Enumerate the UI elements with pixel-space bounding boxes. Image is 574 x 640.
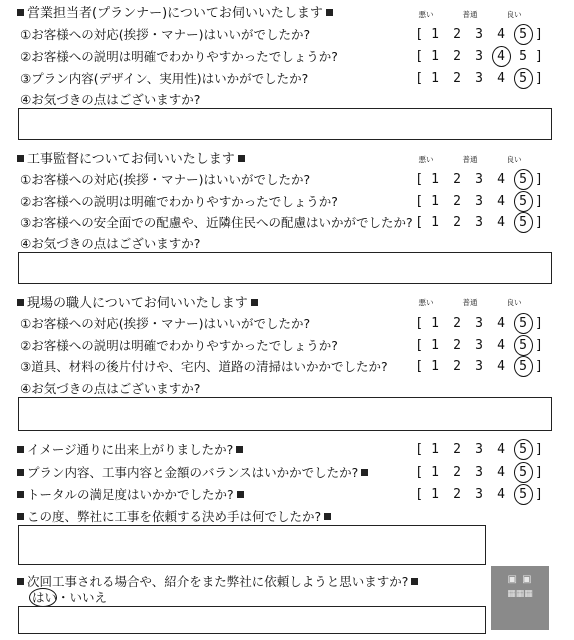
rating-option-3[interactable]: 3 (475, 465, 483, 480)
scale-open-bracket: [ (415, 172, 423, 187)
rating-option-5[interactable]: 5 (512, 172, 534, 188)
rating-option-1[interactable]: 1 (431, 194, 439, 209)
s2-question-4: ④お気づきの点はございますか? (20, 236, 201, 251)
square-bullet-icon (17, 513, 24, 520)
s3-rating-2[interactable] (414, 338, 544, 354)
general-question-4: この度、弊社に工事を依頼する決め手は何でしたか? (27, 509, 322, 524)
rating-option-2[interactable]: 2 (453, 27, 461, 42)
rating-option-4[interactable]: 4 (497, 71, 505, 86)
square-bullet-icon (17, 469, 24, 476)
scale-close-bracket: ] (535, 359, 543, 374)
general-question-2-row (14, 465, 371, 481)
section2-title: 工事監督についてお伺いいたします (27, 152, 235, 167)
general-question-5-row (14, 574, 421, 590)
rating-option-1[interactable]: 1 (431, 487, 439, 502)
choice-yes[interactable]: はい (32, 590, 58, 605)
general-question-1-row (14, 442, 246, 458)
square-bullet-icon (326, 9, 333, 16)
scale-close-bracket: ] (535, 194, 543, 209)
referral-comment-box[interactable] (18, 606, 486, 634)
rating-option-5[interactable]: 5 (519, 49, 527, 64)
scale-close-bracket: ] (535, 442, 543, 457)
rating-option-5[interactable]: 5 (512, 316, 534, 332)
rating-option-5[interactable]: 5 (512, 487, 534, 503)
rating-option-4[interactable]: 4 (497, 172, 505, 187)
rating-option-2[interactable]: 2 (453, 71, 461, 86)
rating-option-3[interactable]: 3 (475, 27, 483, 42)
rating-option-4[interactable]: 4 (497, 465, 505, 480)
rating-option-4[interactable]: 4 (497, 338, 505, 353)
scale-open-bracket: [ (415, 49, 423, 64)
legend-bad: 悪い (418, 298, 434, 307)
s3-rating-1[interactable] (414, 316, 544, 332)
scale-open-bracket: [ (415, 338, 423, 353)
rating-option-1[interactable]: 1 (431, 27, 439, 42)
rating-option-2[interactable]: 2 (453, 215, 461, 230)
scale-close-bracket: ] (535, 215, 543, 230)
scale-legend (404, 154, 536, 165)
rating-option-4[interactable]: 4 (497, 442, 505, 457)
rating-option-5[interactable]: 5 (512, 194, 534, 210)
scale-close-bracket: ] (535, 316, 543, 331)
s2-rating-3[interactable] (414, 215, 544, 231)
scale-open-bracket: [ (415, 465, 423, 480)
rating-option-5[interactable]: 5 (512, 338, 534, 354)
scale-close-bracket: ] (535, 27, 543, 42)
scale-close-bracket: ] (535, 49, 543, 64)
rating-option-4[interactable]: 4 (497, 359, 505, 374)
square-bullet-icon (237, 491, 244, 498)
s1-question-4: ④お気づきの点はございますか? (20, 92, 201, 107)
general-question-5: 次回工事される場合や、紹介をまた弊社に依頼しようと思いますか? (27, 574, 409, 589)
general-rating-3[interactable] (414, 487, 544, 503)
scale-close-bracket: ] (535, 465, 543, 480)
legend-good: 良い (506, 10, 522, 19)
legend-good: 良い (506, 155, 522, 164)
scale-legend (404, 9, 536, 20)
rating-option-3[interactable]: 3 (475, 359, 483, 374)
scale-open-bracket: [ (415, 71, 423, 86)
square-bullet-icon (238, 155, 245, 162)
s2-rating-1[interactable] (414, 172, 544, 188)
general-question-4-row (14, 509, 334, 525)
rating-option-1[interactable]: 1 (431, 71, 439, 86)
rating-option-3[interactable]: 3 (475, 442, 483, 457)
s1-rating-1[interactable] (414, 27, 544, 43)
square-bullet-icon (236, 446, 243, 453)
rating-option-1[interactable]: 1 (431, 49, 439, 64)
rating-option-5[interactable]: 5 (512, 215, 534, 231)
square-bullet-icon (251, 299, 258, 306)
s2-rating-2[interactable] (414, 194, 544, 210)
s3-comment-box[interactable] (18, 397, 552, 431)
section3-title-row (14, 296, 261, 312)
rating-option-2[interactable]: 2 (453, 194, 461, 209)
s2-question-1: ①お客様への対応(挨拶・マナー)はいいがでしたか? (20, 172, 311, 187)
s1-rating-2[interactable] (414, 49, 544, 65)
rating-option-4[interactable]: 4 (497, 27, 505, 42)
rating-option-3[interactable]: 3 (475, 316, 483, 331)
scale-open-bracket: [ (415, 215, 423, 230)
square-bullet-icon (17, 155, 24, 162)
s2-question-3: ③お客様への安全面での配慮や、近隣住民への配慮はいかがでしたか? (20, 215, 413, 230)
square-bullet-icon (17, 446, 24, 453)
s2-comment-box[interactable] (18, 252, 552, 284)
scale-open-bracket: [ (415, 316, 423, 331)
section1-title: 営業担当者(プランナー)についてお伺いいたします (27, 6, 323, 21)
s1-rating-3[interactable] (414, 71, 544, 87)
choice-no[interactable]: いいえ (69, 590, 108, 605)
general-rating-2[interactable] (414, 465, 544, 481)
rating-option-1[interactable]: 1 (431, 442, 439, 457)
square-bullet-icon (411, 578, 418, 585)
scale-close-bracket: ] (535, 338, 543, 353)
rating-option-2[interactable]: 2 (453, 359, 461, 374)
square-bullet-icon (17, 9, 24, 16)
scale-close-bracket: ] (535, 172, 543, 187)
legend-bad: 悪い (418, 155, 434, 164)
scale-open-bracket: [ (415, 359, 423, 374)
scale-open-bracket: [ (415, 442, 423, 457)
scale-legend (404, 297, 536, 308)
square-bullet-icon (361, 469, 368, 476)
rating-option-3[interactable]: 3 (475, 49, 483, 64)
rating-option-3[interactable]: 3 (475, 172, 483, 187)
rating-option-3[interactable]: 3 (475, 71, 483, 86)
referral-choice (32, 590, 107, 606)
company-stamp-logo: ▣ ▣ ▦▦▦ (491, 566, 549, 630)
rating-option-1[interactable]: 1 (431, 338, 439, 353)
section3-title: 現場の職人についてお伺いいたします (27, 296, 248, 311)
scale-open-bracket: [ (415, 194, 423, 209)
rating-option-2[interactable]: 2 (453, 465, 461, 480)
rating-option-2[interactable]: 2 (453, 442, 461, 457)
decision-reason-box[interactable] (18, 525, 486, 565)
general-question-2: プラン内容、工事内容と金額のバランスはいかかでしたか? (27, 465, 359, 480)
legend-normal: 普通 (462, 155, 478, 164)
legend-normal: 普通 (462, 298, 478, 307)
rating-option-1[interactable]: 1 (431, 172, 439, 187)
scale-open-bracket: [ (415, 27, 423, 42)
scale-close-bracket: ] (535, 71, 543, 86)
general-question-1: イメージ通りに出来上がりましたか? (27, 442, 234, 457)
rating-option-4[interactable]: 4 (497, 194, 505, 209)
rating-option-5[interactable]: 5 (512, 442, 534, 458)
s3-question-2: ②お客様への説明は明確でわかりやすかったでしょうか? (20, 338, 338, 353)
scale-open-bracket: [ (415, 487, 423, 502)
s2-question-2: ②お客様への説明は明確でわかりやすかったでしょうか? (20, 194, 338, 209)
rating-option-2[interactable]: 2 (453, 338, 461, 353)
rating-option-1[interactable]: 1 (431, 215, 439, 230)
s3-question-3: ③道具、材料の後片付けや、宅内、道路の清掃はいかかでしたか? (20, 359, 388, 374)
s3-question-1: ①お客様への対応(挨拶・マナー)はいいがでしたか? (20, 316, 311, 331)
scale-close-bracket: ] (535, 487, 543, 502)
s1-question-2: ②お客様への説明は明確でわかりやすかったでしょうか? (20, 49, 338, 64)
rating-option-5[interactable]: 5 (512, 465, 534, 481)
general-question-3: トータルの満足度はいかかでしたか? (27, 487, 234, 502)
rating-option-4[interactable]: 4 (497, 487, 505, 502)
rating-option-1[interactable]: 1 (431, 316, 439, 331)
rating-option-3[interactable]: 3 (475, 194, 483, 209)
rating-option-2[interactable]: 2 (453, 49, 461, 64)
square-bullet-icon (17, 578, 24, 585)
rating-option-2[interactable]: 2 (453, 316, 461, 331)
legend-normal: 普通 (462, 10, 478, 19)
rating-option-4[interactable]: 4 (497, 215, 505, 230)
s3-rating-3[interactable] (414, 359, 544, 375)
s1-question-1: ①お客様への対応(挨拶・マナー)はいいがでしたか? (20, 27, 311, 42)
square-bullet-icon (324, 513, 331, 520)
general-rating-1[interactable] (414, 442, 544, 458)
s1-comment-box[interactable] (18, 108, 552, 140)
rating-option-5[interactable]: 5 (512, 27, 534, 43)
section2-title-row (14, 152, 248, 168)
rating-option-5[interactable]: 5 (512, 71, 534, 87)
rating-option-1[interactable]: 1 (431, 465, 439, 480)
rating-option-5[interactable]: 5 (512, 359, 534, 375)
rating-option-2[interactable]: 2 (453, 172, 461, 187)
rating-option-3[interactable]: 3 (475, 487, 483, 502)
section1-title-row (14, 6, 336, 22)
rating-option-3[interactable]: 3 (475, 338, 483, 353)
legend-good: 良い (506, 298, 522, 307)
square-bullet-icon (17, 491, 24, 498)
general-question-3-row (14, 487, 247, 503)
rating-option-2[interactable]: 2 (453, 487, 461, 502)
legend-bad: 悪い (418, 10, 434, 19)
s1-question-3: ③プラン内容(デザイン、実用性)はいかがでしたか? (20, 71, 309, 86)
square-bullet-icon (17, 299, 24, 306)
rating-option-4[interactable]: 4 (497, 316, 505, 331)
rating-option-1[interactable]: 1 (431, 359, 439, 374)
choice-separator: ・ (57, 590, 70, 605)
rating-option-3[interactable]: 3 (475, 215, 483, 230)
s3-question-4: ④お気づきの点はございますか? (20, 381, 201, 396)
rating-option-4[interactable]: 4 (490, 49, 512, 65)
